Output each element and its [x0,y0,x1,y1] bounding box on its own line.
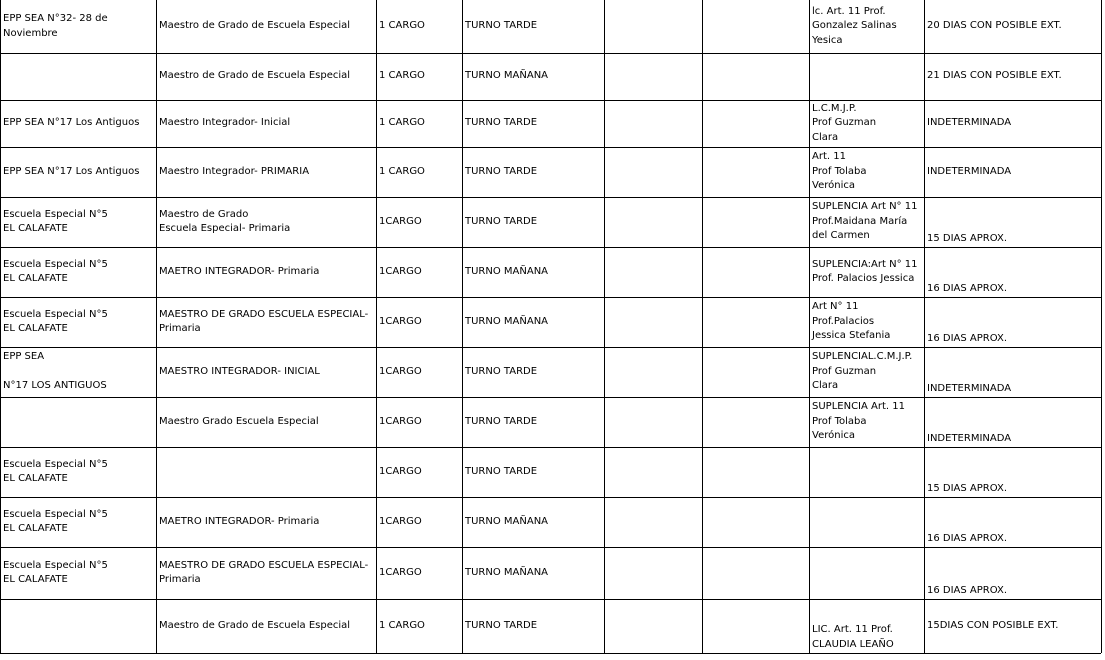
cell-cargo: MAESTRO DE GRADO ESCUELA ESPECIAL- Primaria [159,559,369,585]
cell-situacion: lc. Art. 11 Prof. Gonzalez Salinas Yesica [812,5,897,46]
cell-cargo: MAESTRO INTEGRADOR- INICIAL [159,365,320,377]
cell-turno: TURNO MAÑANA [465,515,549,527]
cell-establecimiento: Escuela Especial N°5 EL CALAFATE [3,559,108,585]
column-divider [924,0,925,653]
cell-establecimiento: EPP SEA N°17 Los Antiguos [3,117,140,129]
column-divider [1101,0,1102,653]
row-divider [0,100,1101,101]
column-divider [376,0,377,653]
column-divider [0,0,1,653]
cell-cargo: Maestro de Grado de Escuela Especial [159,70,351,82]
cell-duracion: 15 DIAS APROX. [927,482,1007,494]
cell-cantidad: 1CARGO [379,365,422,377]
cell-duracion: 20 DIAS CON POSIBLE EXT. [927,20,1062,32]
cell-cantidad: 1 CARGO [379,70,425,82]
cell-situacion: LIC. Art. 11 Prof. CLAUDIA LEAÑO [812,624,894,650]
column-divider [156,0,157,653]
cell-situacion: Art N° 11 Prof.Palacios Jessica Stefania [812,301,891,342]
cell-establecimiento: Escuela Especial N°5 EL CALAFATE [3,308,108,334]
cell-cantidad: 1 CARGO [379,117,425,129]
cell-cargo: Maestro de Grado Escuela Especial- Primaria [159,208,291,234]
row-divider [0,347,1101,348]
column-divider [702,0,703,653]
cell-establecimiento: Escuela Especial N°5 EL CALAFATE [3,458,108,484]
row-divider [0,599,1101,600]
cell-duracion: 16 DIAS APROX. [927,282,1007,294]
cell-establecimiento: Escuela Especial N°5 EL CALAFATE [3,508,108,534]
cell-cantidad: 1 CARGO [379,165,425,177]
column-divider [809,0,810,653]
cell-turno: TURNO MAÑANA [465,70,549,82]
cell-duracion: INDETERMINADA [927,382,1012,394]
cell-cantidad: 1CARGO [379,315,422,327]
row-divider [0,297,1101,298]
cell-establecimiento: EPP SEA N°17 LOS ANTIGUOS [3,351,107,392]
cell-situacion: Art. 11 Prof Tolaba Verónica [812,151,867,192]
cell-establecimiento: Escuela Especial N°5 EL CALAFATE [3,258,108,284]
cell-duracion: INDETERMINADA [927,432,1012,444]
cell-duracion: INDETERMINADA [927,117,1012,129]
column-divider [604,0,605,653]
cell-establecimiento: EPP SEA N°32- 28 de Noviembre [3,13,108,39]
cell-turno: TURNO TARDE [465,619,538,631]
row-divider [0,147,1101,148]
cell-turno: TURNO TARDE [465,365,538,377]
cell-cargo: Maestro Grado Escuela Especial [159,415,319,427]
row-divider [0,653,1101,654]
cell-establecimiento: Escuela Especial N°5 EL CALAFATE [3,208,108,234]
cell-duracion: 16 DIAS APROX. [927,532,1007,544]
row-divider [0,497,1101,498]
cell-turno: TURNO TARDE [465,165,538,177]
row-divider [0,197,1101,198]
cell-cantidad: 1CARGO [379,566,422,578]
cell-turno: TURNO TARDE [465,215,538,227]
cell-turno: TURNO TARDE [465,415,538,427]
cell-turno: TURNO MAÑANA [465,566,549,578]
row-divider [0,447,1101,448]
row-divider [0,397,1101,398]
row-divider [0,53,1101,54]
cell-cantidad: 1CARGO [379,465,422,477]
cell-establecimiento: EPP SEA N°17 Los Antiguos [3,165,140,177]
cell-cargo: Maestro Integrador- PRIMARIA [159,165,310,177]
cell-cargo: MAETRO INTEGRADOR- Primaria [159,515,320,527]
cell-duracion: 16 DIAS APROX. [927,332,1007,344]
cell-turno: TURNO MAÑANA [465,315,549,327]
cell-cargo: MAETRO INTEGRADOR- Primaria [159,265,320,277]
cell-turno: TURNO TARDE [465,465,538,477]
column-divider [462,0,463,653]
row-divider [0,547,1101,548]
cell-duracion: 16 DIAS APROX. [927,584,1007,596]
cell-cantidad: 1CARGO [379,515,422,527]
cell-situacion: SUPLENCIA:Art N° 11 Prof. Palacios Jessica [812,258,918,284]
cell-cantidad: 1CARGO [379,415,422,427]
cell-cantidad: 1CARGO [379,265,422,277]
cell-turno: TURNO MAÑANA [465,265,549,277]
cell-cantidad: 1CARGO [379,215,422,227]
cell-cargo: MAESTRO DE GRADO ESCUELA ESPECIAL- Primaria [159,308,369,334]
cell-cantidad: 1 CARGO [379,619,425,631]
cell-cargo: Maestro de Grado de Escuela Especial [159,619,351,631]
cell-duracion: 15 DIAS APROX. [927,232,1007,244]
cell-cargo: Maestro de Grado de Escuela Especial [159,20,351,32]
cell-situacion: SUPLENCIAL.C.M.J.P. Prof Guzman Clara [812,351,913,392]
cell-situacion: L.C.M.J.P. Prof Guzman Clara [812,102,877,143]
cell-turno: TURNO TARDE [465,117,538,129]
cell-cantidad: 1 CARGO [379,20,425,32]
cell-duracion: 21 DIAS CON POSIBLE EXT. [927,70,1062,82]
cell-situacion: SUPLENCIA Art. 11 Prof Tolaba Verónica [812,401,905,442]
row-divider [0,247,1101,248]
cell-turno: TURNO TARDE [465,20,538,32]
cell-cargo: Maestro Integrador- Inicial [159,117,291,129]
cell-duracion: INDETERMINADA [927,165,1012,177]
cell-situacion: SUPLENCIA Art N° 11 Prof.Maidana María del Carmen [812,201,918,242]
cell-duracion: 15DIAS CON POSIBLE EXT. [927,619,1059,631]
